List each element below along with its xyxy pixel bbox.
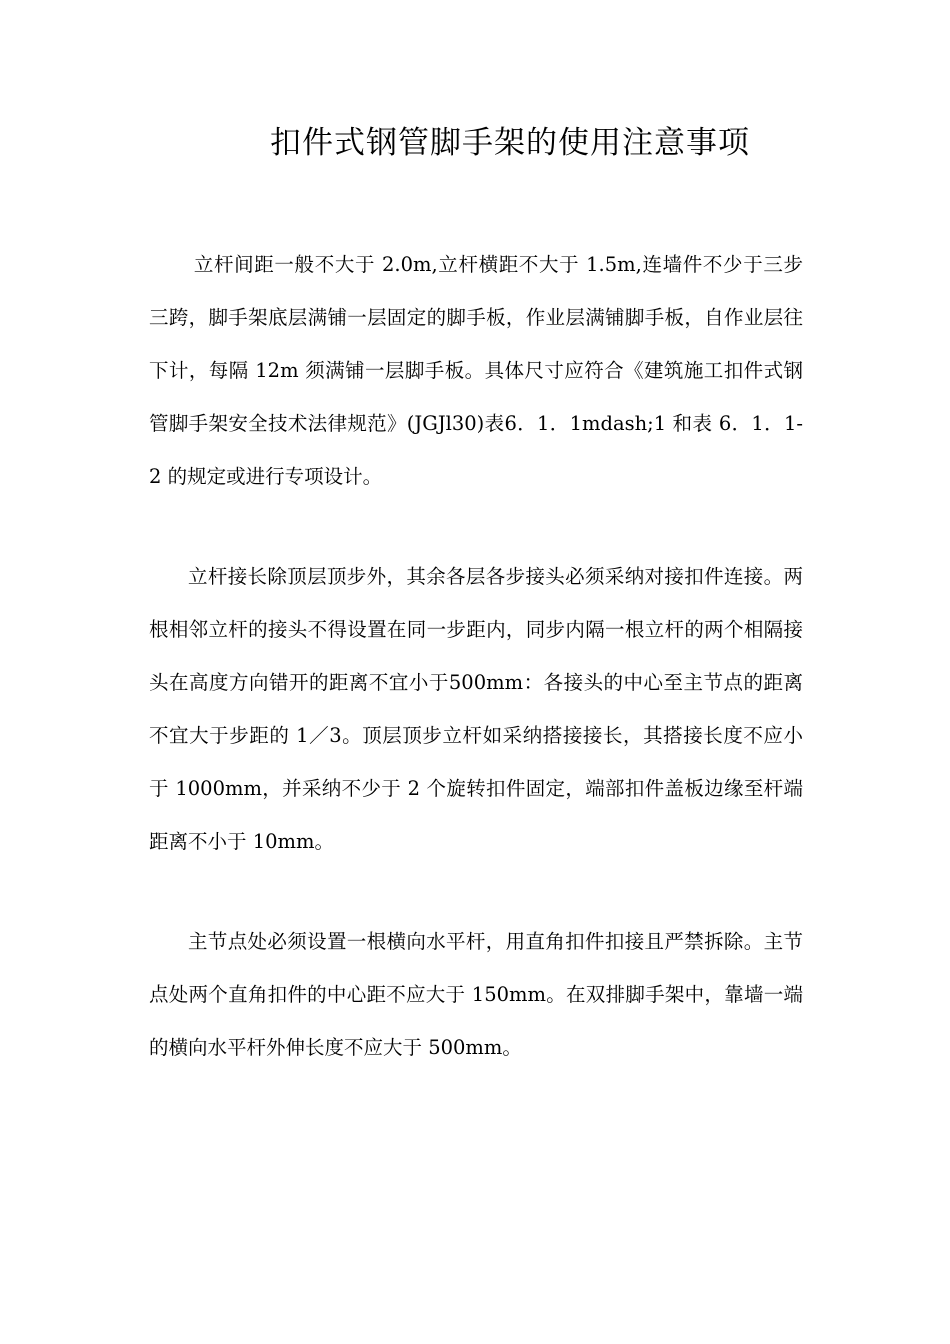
paragraph-main-node: 主节点处必须设置一根横向水平杆，用直角扣件扣接且严禁拆除。主节点处两个直角扣件的中心距不应大于 150mm。在双排脚手架中，靠墙一端的横向水平杆外伸长度不应大于 500mm。 (149, 930, 803, 1059)
paragraph-pole-spacing: 立杆间距一般不大于 2.0m,立杆横距不大于 1.5m,连墙件不少于三步三跨，脚手架底层满铺一层固定的脚手板，作业层满铺脚手板，自作业层往下计，每隔 12m 须满铺一层脚手板。具体尺寸应符合《建筑施工扣件式钢管脚手架安全技术法律规范》(JGJl30)表6．1．1mdash;1 和表 6．1．1-2 的规定或进行专项设计。 (149, 253, 803, 488)
document-body (149, 238, 803, 1121)
document-title: 扣件式钢管脚手架的使用注意事项 (270, 125, 750, 161)
paragraph-pole-extension: 立杆接长除顶层顶步外，其余各层各步接头必须采纳对接扣件连接。两根相邻立杆的接头不得设置在同一步距内，同步内隔一根立杆的两个相隔接头在高度方向错开的距离不宜小于500mm：各接头的中心至主节点的距离不宜大于步距的 1／3。顶层顶步立杆如采纳搭接接长，其搭接长度不应小于 1000mm，并采纳不少于 2 个旋转扣件固定，端部扣件盖板边缘至杆端距离不小于 10mm。 (149, 565, 803, 853)
